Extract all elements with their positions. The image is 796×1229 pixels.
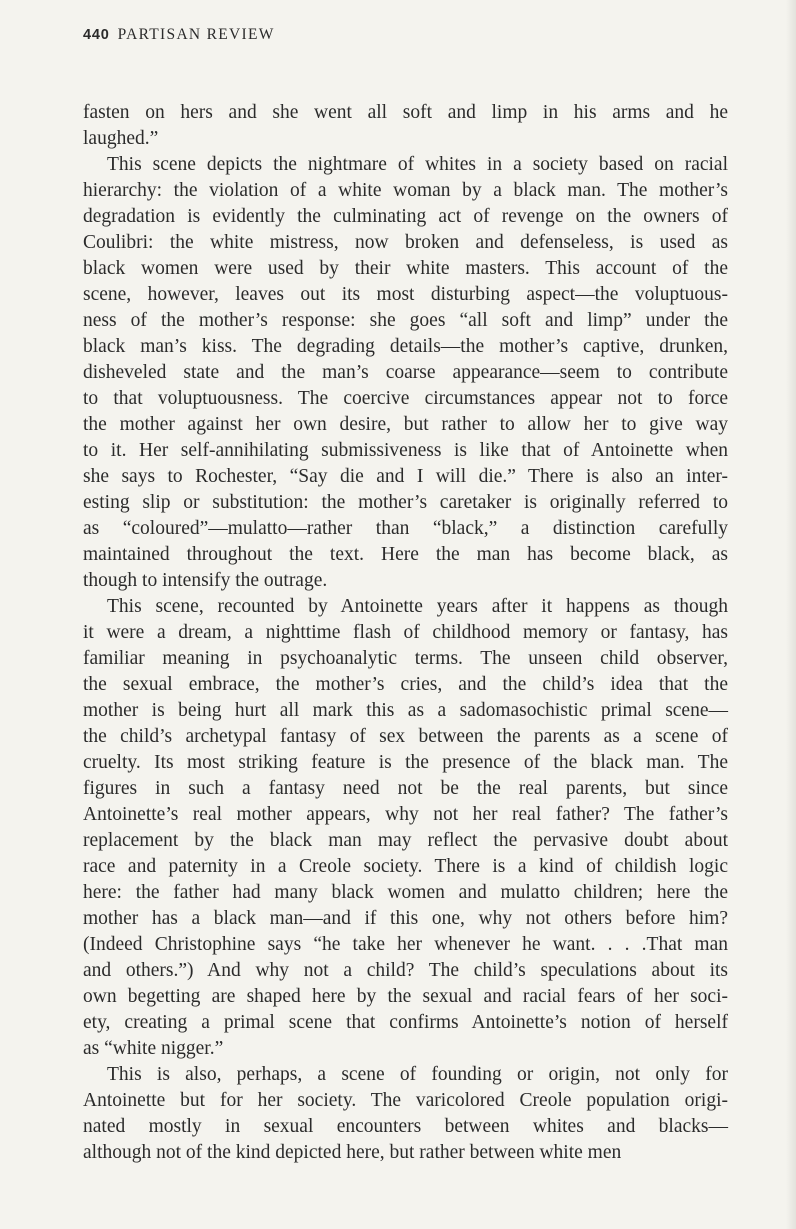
- paragraph: [83, 1062, 728, 1166]
- body-text: [83, 100, 728, 1166]
- text-line: it were a dream, a nighttime flash of childhood memory or fantasy, has: [83, 622, 728, 643]
- text-line: familiar meaning in psychoanalytic terms. The unseen child observer,: [83, 648, 728, 669]
- text-line: she says to Rochester, “Say die and I will die.” There is also an inter-: [83, 466, 728, 487]
- text-line: mother is being hurt all mark this as a sadomasochistic primal scene—: [83, 700, 728, 721]
- text-line: and others.”) And why not a child? The child’s speculations about its: [83, 960, 728, 981]
- page-number: 440: [83, 27, 110, 43]
- text-line: replacement by the black man may reflect the pervasive doubt about: [83, 830, 728, 851]
- text-line: as “coloured”—mulatto—rather than “black,” a distinction carefully: [83, 518, 728, 539]
- text-line: Antoinette’s real mother appears, why not her real father? The father’s: [83, 804, 728, 825]
- text-line: Coulibri: the white mistress, now broken and defenseless, is used as: [83, 232, 728, 253]
- text-line: disheveled state and the man’s coarse appearance—seem to contribute: [83, 362, 728, 383]
- text-line: though to intensify the outrage.: [83, 570, 328, 591]
- text-line: scene, however, leaves out its most disturbing aspect—the voluptuous-: [83, 284, 728, 305]
- text-line: the sexual embrace, the mother’s cries, and the child’s idea that the: [83, 674, 728, 695]
- text-line: here: the father had many black women and mulatto children; here the: [83, 882, 728, 903]
- text-line: maintained throughout the text. Here the man has become black, as: [83, 544, 728, 565]
- text-line: ety, creating a primal scene that confirms Antoinette’s notion of herself: [83, 1012, 728, 1033]
- text-line: although not of the kind depicted here, but rather between white men: [83, 1142, 622, 1163]
- text-line: (Indeed Christophine says “he take her whenever he want. . . .That man: [83, 934, 728, 955]
- text-line: This scene depicts the nightmare of whites in a society based on racial: [107, 154, 728, 175]
- text-line: ness of the mother’s response: she goes “all soft and limp” under the: [83, 310, 728, 331]
- text-line: This is also, perhaps, a scene of founding or origin, not only for: [107, 1064, 728, 1085]
- text-line: the mother against her own desire, but rather to allow her to give way: [83, 414, 728, 435]
- text-line: cruelty. Its most striking feature is the presence of the black man. The: [83, 752, 728, 773]
- text-line: hierarchy: the violation of a white woman by a black man. The mother’s: [83, 180, 728, 201]
- text-line: to that voluptuousness. The coercive circumstances appear not to force: [83, 388, 728, 409]
- text-line: as “white nigger.”: [83, 1038, 224, 1059]
- text-line: fasten on hers and she went all soft and limp in his arms and he: [83, 102, 728, 123]
- text-line: race and paternity in a Creole society. There is a kind of childish logic: [83, 856, 728, 877]
- text-line: degradation is evidently the culminating act of revenge on the owners of: [83, 206, 728, 227]
- paragraph: [83, 152, 728, 594]
- running-head: [83, 23, 723, 47]
- text-line: Antoinette but for her society. The varicolored Creole population origi-: [83, 1090, 728, 1111]
- paragraph: [83, 100, 728, 152]
- text-line: the child’s archetypal fantasy of sex between the parents as a scene of: [83, 726, 728, 747]
- text-line: esting slip or substitution: the mother’s caretaker is originally referred to: [83, 492, 728, 513]
- page-edge-shadow: [786, 0, 796, 1229]
- text-line: figures in such a fantasy need not be the real parents, but since: [83, 778, 728, 799]
- paragraph: [83, 594, 728, 1062]
- text-line: own begetting are shaped here by the sexual and racial fears of her soci-: [83, 986, 728, 1007]
- text-line: black man’s kiss. The degrading details—the mother’s captive, drunken,: [83, 336, 728, 357]
- text-line: nated mostly in sexual encounters between whites and blacks—: [83, 1116, 728, 1137]
- journal-name: PARTISAN REVIEW: [117, 26, 275, 43]
- text-line: to it. Her self-annihilating submissiveness is like that of Antoinette when: [83, 440, 728, 461]
- text-line: laughed.”: [83, 128, 159, 149]
- text-line: black women were used by their white masters. This account of the: [83, 258, 728, 279]
- text-line: This scene, recounted by Antoinette years after it happens as though: [107, 596, 728, 617]
- text-line: mother has a black man—and if this one, why not others before him?: [83, 908, 728, 929]
